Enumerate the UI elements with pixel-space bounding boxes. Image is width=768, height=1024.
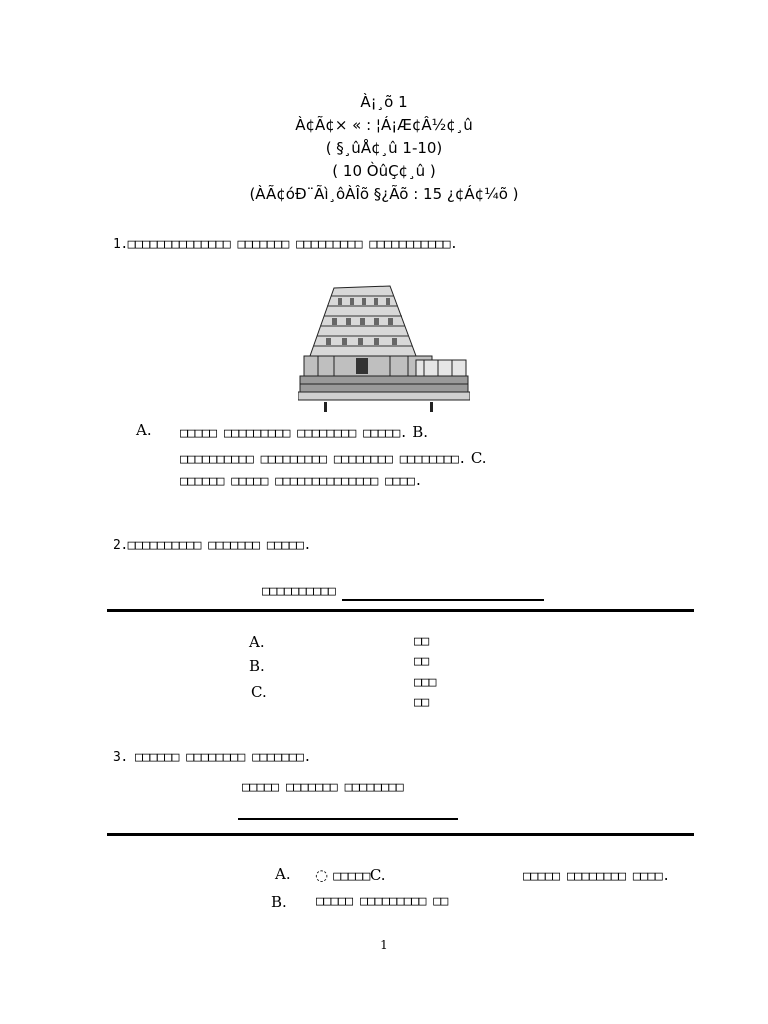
q3-option-a-letter: A. bbox=[275, 865, 291, 883]
question-3-prompt: 3. □□□□□□ □□□□□□□□ □□□□□□□. bbox=[113, 750, 311, 765]
q2-choice-4: □□ bbox=[414, 695, 429, 710]
header-line-5: (ÀÃ¢óÐ¨Ãì¸ôÀÎõ §¿Ãõ : 15 ¿¢Á¢¼õ ) bbox=[249, 185, 519, 203]
section-divider bbox=[107, 609, 694, 612]
header-line-3: ( §¸ûÅ¢¸û 1-10) bbox=[325, 139, 443, 157]
section-divider bbox=[107, 833, 694, 836]
question-2-prompt: 2.□□□□□□□□□□ □□□□□□□ □□□□□. bbox=[113, 538, 311, 553]
q2-fill-label: □□□□□□□□□□ bbox=[262, 584, 336, 599]
q3-answer-blank bbox=[238, 818, 458, 820]
q2-choice-1: □□ bbox=[414, 634, 429, 649]
q2-choice-2: □□ bbox=[414, 654, 429, 669]
q2-answer-blank bbox=[342, 599, 544, 601]
temple-icon bbox=[298, 282, 470, 414]
header-line-2: À¢Ã¢× « : ¦Á¡Æ¢Â½¢¸û bbox=[295, 116, 473, 134]
q1-option-b-letter: B. bbox=[412, 423, 429, 441]
q3-option-c-text: □□□□□ □□□□□□□□ □□□□. bbox=[523, 869, 670, 884]
q2-option-b-letter: B. bbox=[249, 657, 265, 675]
q1-option-c-letter: C. bbox=[470, 449, 487, 467]
q2-choice-3: □□□ bbox=[414, 675, 436, 690]
page-number: 1 bbox=[380, 938, 388, 952]
q3-option-a-text: □□□□□ bbox=[333, 869, 370, 884]
header-line-1: À¡¸õ 1 bbox=[360, 93, 408, 111]
q2-option-a-letter: A. bbox=[249, 633, 265, 651]
q1-option-b-text: □□□□□□□□□□ □□□□□□□□□ □□□□□□□□ □□□□□□□□. bbox=[180, 452, 466, 467]
q3-option-c-letter: C. bbox=[369, 866, 386, 884]
q1-option-a-text: □□□□□ □□□□□□□□□ □□□□□□□□ □□□□□. bbox=[180, 426, 408, 441]
q3-option-b-text: □□□□□ □□□□□□□□□ □□ bbox=[316, 894, 448, 909]
q3-option-a-mark: ◌ bbox=[315, 866, 329, 884]
question-1-prompt: 1.□□□□□□□□□□□□□□ □□□□□□□ □□□□□□□□□ □□□□□□□□□□□. bbox=[113, 237, 458, 252]
q1-option-c-text: □□□□□□ □□□□□ □□□□□□□□□□□□□□ □□□□. bbox=[180, 474, 422, 489]
q3-sentence: □□□□□ □□□□□□□ □□□□□□□□ bbox=[242, 780, 404, 795]
temple-gopuram-image bbox=[298, 282, 470, 414]
header-line-4: ( 10 ÒûÇ¢¸û ) bbox=[332, 162, 436, 180]
q3-option-b-letter: B. bbox=[271, 893, 287, 911]
q1-option-a-letter: A. bbox=[136, 421, 152, 439]
q2-option-c-letter: C. bbox=[251, 683, 267, 701]
